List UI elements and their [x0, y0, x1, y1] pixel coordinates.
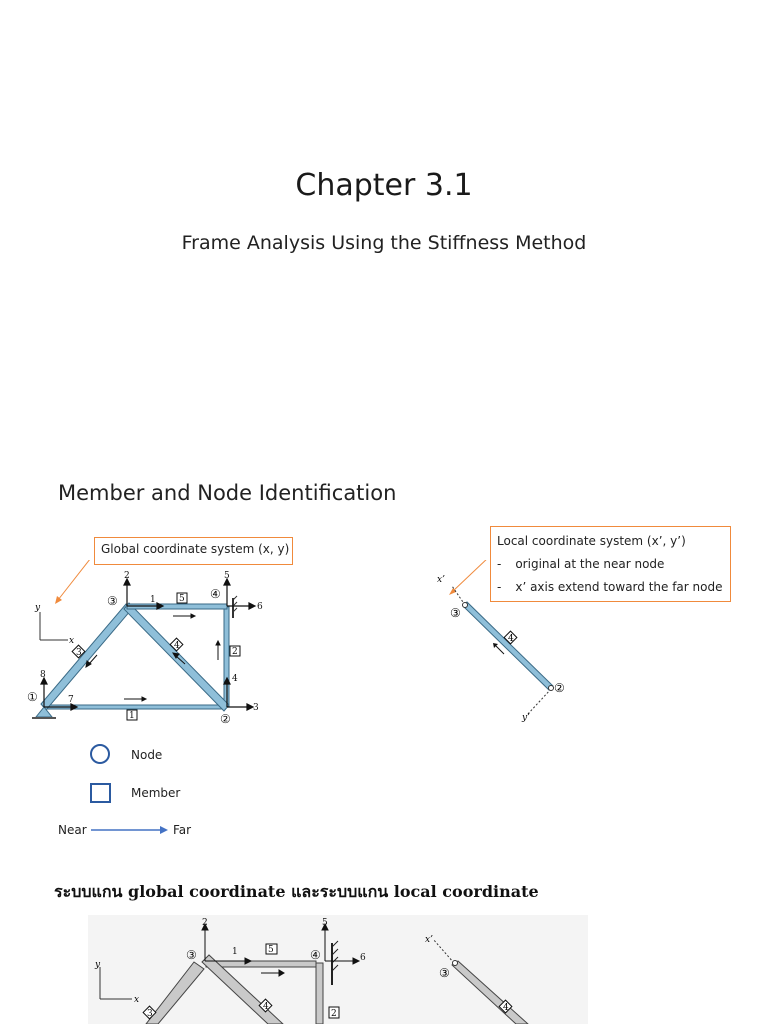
member-symbol-icon: [91, 784, 110, 802]
legend-far-label: Far: [173, 823, 192, 837]
svg-text:x: x: [69, 636, 75, 646]
svg-text:1: 1: [232, 947, 238, 957]
local-member-diagram: [430, 560, 580, 730]
legend-member-label: Member: [131, 786, 181, 800]
svg-text:1: 1: [150, 595, 156, 605]
svg-text:2: 2: [232, 647, 238, 657]
global-callout-text: Global coordinate system (x, y): [101, 542, 290, 556]
svg-text:x: x: [134, 995, 140, 1005]
svg-text:x’: x’: [425, 935, 433, 945]
node-4-label: ④: [210, 587, 221, 601]
near-node-label: ③: [450, 606, 461, 620]
local-member-bar: [463, 602, 553, 690]
svg-text:5: 5: [179, 594, 185, 604]
near-far-arrow-icon: [90, 824, 170, 836]
scanned-frame-diagram: [88, 915, 588, 1024]
svg-text:6: 6: [360, 953, 366, 963]
svg-text:③: ③: [439, 966, 450, 980]
local-callout-bullet: - original at the near node: [497, 557, 665, 571]
svg-text:4: 4: [232, 674, 238, 684]
chapter-title: Chapter 3.1: [295, 168, 473, 203]
svg-text:5: 5: [322, 918, 328, 928]
callout-pointer-head: [55, 596, 62, 604]
node-2-label: ②: [220, 712, 231, 726]
svg-text:2: 2: [124, 571, 130, 581]
svg-text:4: 4: [503, 1003, 509, 1013]
local-member-label: 4: [508, 634, 514, 644]
legend-symbols: [88, 743, 114, 807]
svg-text:6: 6: [257, 602, 263, 612]
member-3: [41, 604, 131, 710]
thai-heading: ระบบแกน global coordinate และระบบแกน local coordinate: [54, 882, 539, 901]
y-prime-axis: [527, 689, 551, 715]
svg-text:3: 3: [76, 648, 82, 658]
svg-text:y: y: [95, 960, 101, 970]
svg-text:7: 7: [68, 695, 74, 705]
svg-text:3: 3: [253, 703, 259, 713]
node-symbol-icon: [91, 745, 109, 763]
section-heading: Member and Node Identification: [58, 481, 397, 505]
svg-text:y: y: [35, 603, 41, 613]
svg-text:8: 8: [40, 670, 46, 680]
svg-text:5: 5: [268, 945, 274, 955]
svg-text:2: 2: [331, 1009, 337, 1019]
svg-text:1: 1: [129, 711, 135, 721]
local-callout-title: Local coordinate system (x’, y’): [497, 534, 686, 548]
svg-text:3: 3: [147, 1009, 153, 1019]
far-node-label: ②: [554, 681, 565, 695]
node-1-label: ①: [27, 690, 38, 704]
callout-pointer: [58, 560, 94, 600]
svg-text:4: 4: [263, 1002, 269, 1012]
legend-node-label: Node: [131, 748, 163, 762]
global-axes-icon: [34, 603, 74, 646]
legend-near-label: Near: [58, 823, 87, 837]
local-callout-bullet: - x’ axis extend toward the far node: [497, 580, 723, 594]
x-prime-label: x’: [437, 575, 445, 585]
svg-text:④: ④: [310, 948, 321, 962]
chapter-subtitle: Frame Analysis Using the Stiffness Method: [181, 232, 587, 254]
svg-text:5: 5: [224, 571, 230, 581]
global-frame-diagram: [0, 560, 300, 730]
local-callout-pointer: [452, 560, 490, 592]
y-prime-label: y’: [522, 713, 530, 723]
svg-text:4: 4: [174, 641, 180, 651]
x-prime-axis: [452, 586, 465, 605]
node-3-label: ③: [107, 594, 118, 608]
svg-text:③: ③: [186, 948, 197, 962]
fixed-wall-icon: [233, 596, 237, 618]
svg-text:2: 2: [202, 918, 208, 928]
